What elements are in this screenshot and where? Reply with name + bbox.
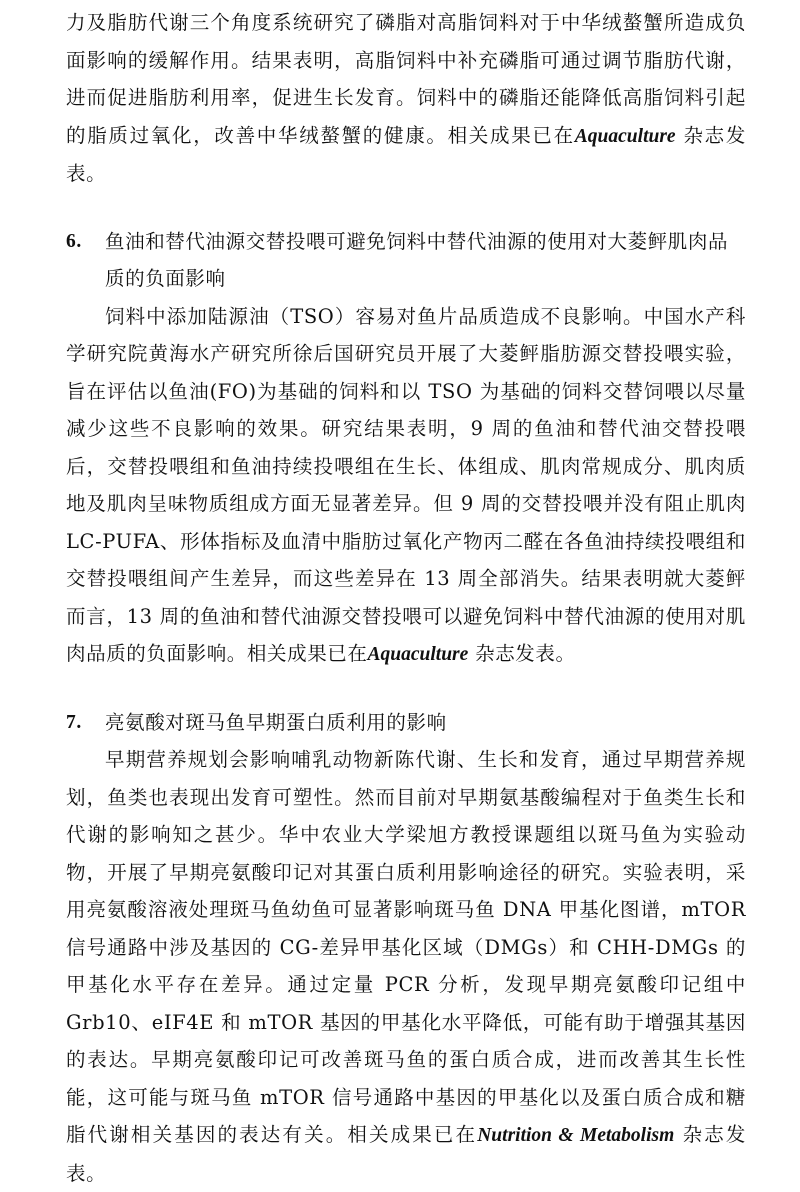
paragraph-text-end: 杂志发表。 <box>475 642 576 665</box>
journal-name: Aquaculture <box>367 644 469 665</box>
document-page <box>66 4 746 1192</box>
journal-name: Nutrition & Metabolism <box>477 1125 675 1146</box>
section-7-heading <box>66 704 746 742</box>
section-7-paragraph <box>66 741 746 1192</box>
section-6-heading <box>66 223 746 298</box>
section-number: 7. <box>66 711 82 733</box>
section-6-paragraph <box>66 298 746 674</box>
section-title: 亮氨酸对斑马鱼早期蛋白质利用的影响 <box>105 710 447 734</box>
paragraph-text-end: 杂志发表。 <box>66 123 746 185</box>
section-5-paragraph-tail <box>66 4 746 193</box>
section-title: 鱼油和替代油源交替投喂可避免饲料中替代油源的使用对大菱鲆肌肉品质的负面影响 <box>105 229 729 290</box>
section-number: 6. <box>66 230 82 252</box>
paragraph-text: 早期营养规划会影响哺乳动物新陈代谢、生长和发育，通过早期营养规划，鱼类也表现出发育可塑性。然而目前对早期氨基酸编程对于鱼类生长和代谢的影响知之甚少。华中农业大学梁旭方教授课题组以斑马鱼为实验动物，开展了早期亮氨酸印记对其蛋白质利用影响途径的研究。实验表明，采用亮氨酸溶液处理斑马鱼幼鱼可显著影响斑马鱼 DNA 甲基化图谱，mTOR 信号通路中涉及基因的 CG-差异甲基化区域（DMGs）和 CHH-DMGs 的甲基化水平存在差异。通过定量 PCR 分析，发现早期亮氨酸印记组中 Grb10、eIF4E 和 mTOR 基因的甲基化水平降低，可能有助于增强其基因的表达。早期亮氨酸印记可改善斑马鱼的蛋白质合成，进而改善其生长性能，这可能与斑马鱼 mTOR 信号通路中基因的甲基化以及蛋白质合成和糖脂代谢相关基因的表达有关。相关成果已在 <box>66 748 746 1146</box>
paragraph-text: 饲料中添加陆源油（TSO）容易对鱼片品质造成不良影响。中国水产科学研究院黄海水产研究所徐后国研究员开展了大菱鲆脂肪源交替投喂实验，旨在评估以鱼油(FO)为基础的饲料和以 TSO 为基础的饲料交替饲喂以尽量减少这些不良影响的效果。研究结果表明，9 周的鱼油和替代油交替投喂后，交替投喂组和鱼油持续投喂组在生长、体组成、肌肉常规成分、肌肉质地及肌肉呈味物质组成方面无显著差异。但 9 周的交替投喂并没有阻止肌肉 LC-PUFA、形体指标及血清中脂肪过氧化产物丙二醛在各鱼油持续投喂组和交替投喂组间产生差异，而这些差异在 13 周全部消失。结果表明就大菱鲆而言，13 周的鱼油和替代油源交替投喂可以避免饲料中替代油源的使用对肌肉品质的负面影响。相关成果已在 <box>66 304 746 665</box>
journal-name: Aquaculture <box>574 125 676 147</box>
paragraph-text-end: 杂志发表。 <box>66 1123 746 1185</box>
paragraph-text: 力及脂肪代谢三个角度系统研究了磷脂对高脂饲料对于中华绒螯蟹所造成负面影响的缓解作用。结果表明，高脂饲料中补充磷脂可通过调节脂肪代谢，进而促进脂肪利用率，促进生长发育。饲料中的磷脂还能降低高脂饲料引起的脂质过氧化，改善中华绒螯蟹的健康。相关成果已在 <box>66 11 746 147</box>
